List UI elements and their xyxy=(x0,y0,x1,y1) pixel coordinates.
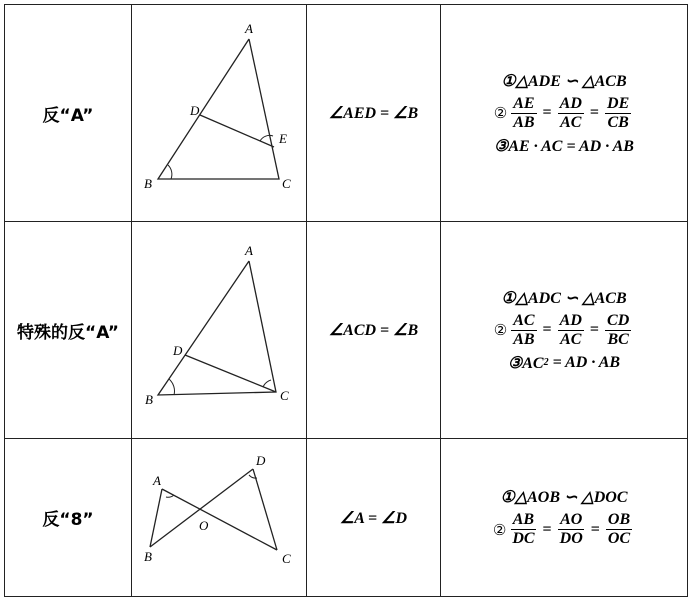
table-row xyxy=(5,5,688,222)
figure-cell xyxy=(132,5,307,222)
triangle-figure-anti-a xyxy=(132,5,307,216)
figure-anti-8 xyxy=(132,439,307,591)
result-cell xyxy=(441,439,688,597)
condition: ∠ACD = ∠B xyxy=(307,222,441,439)
result-ratio: ② $\frac{AE}{AB}$ = $\frac{AD}{AC}$ = $\frac{DE}{CB}$ xyxy=(493,94,630,131)
result-cell xyxy=(441,222,688,439)
label-e: E xyxy=(279,131,287,146)
label-b: B xyxy=(144,176,152,191)
label-c: C xyxy=(280,388,289,403)
table-row xyxy=(5,439,688,597)
row-name: 反“A” xyxy=(5,5,132,222)
label-c: C xyxy=(282,551,291,566)
condition: ∠A = ∠D xyxy=(307,439,441,597)
label-a: A xyxy=(245,21,253,36)
triangle-figure-special-anti-a xyxy=(132,222,307,433)
result-product: ③AE · AC = AD · AB xyxy=(494,137,634,155)
label-d: D xyxy=(190,103,200,118)
similarity-table xyxy=(4,4,688,597)
label-o: O xyxy=(199,518,209,533)
result-similarity: ①△AOB ∽ △DOC xyxy=(500,489,628,506)
table-row xyxy=(5,222,688,439)
label-a: A xyxy=(153,473,161,488)
condition: ∠AED = ∠B xyxy=(307,5,441,222)
label-b: B xyxy=(145,392,153,407)
result-similarity: ①△ADE ∽ △ACB xyxy=(501,72,627,90)
result-ratio: ② $\frac{AB}{DC}$ = $\frac{AO}{DO}$ = $\frac{OB}{OC}$ xyxy=(492,511,631,547)
result-ratio: ② $\frac{AC}{AB}$ = $\frac{AD}{AC}$ = $\frac{CD}{BC}$ xyxy=(493,311,630,348)
row-name: 特殊的反“A” xyxy=(5,222,132,439)
label-a: A xyxy=(245,243,253,258)
result-cell xyxy=(441,5,688,222)
label-c: C xyxy=(282,176,291,191)
label-b: B xyxy=(144,549,152,564)
result-similarity: ①△ADC ∽ △ACB xyxy=(501,289,627,307)
label-d: D xyxy=(256,453,266,468)
label-d: D xyxy=(173,343,183,358)
figure-cell xyxy=(132,222,307,439)
figure-cell xyxy=(132,439,307,597)
result-product: ③AC 2 = AD · AB xyxy=(507,353,621,372)
row-name: 反“8” xyxy=(5,439,132,597)
